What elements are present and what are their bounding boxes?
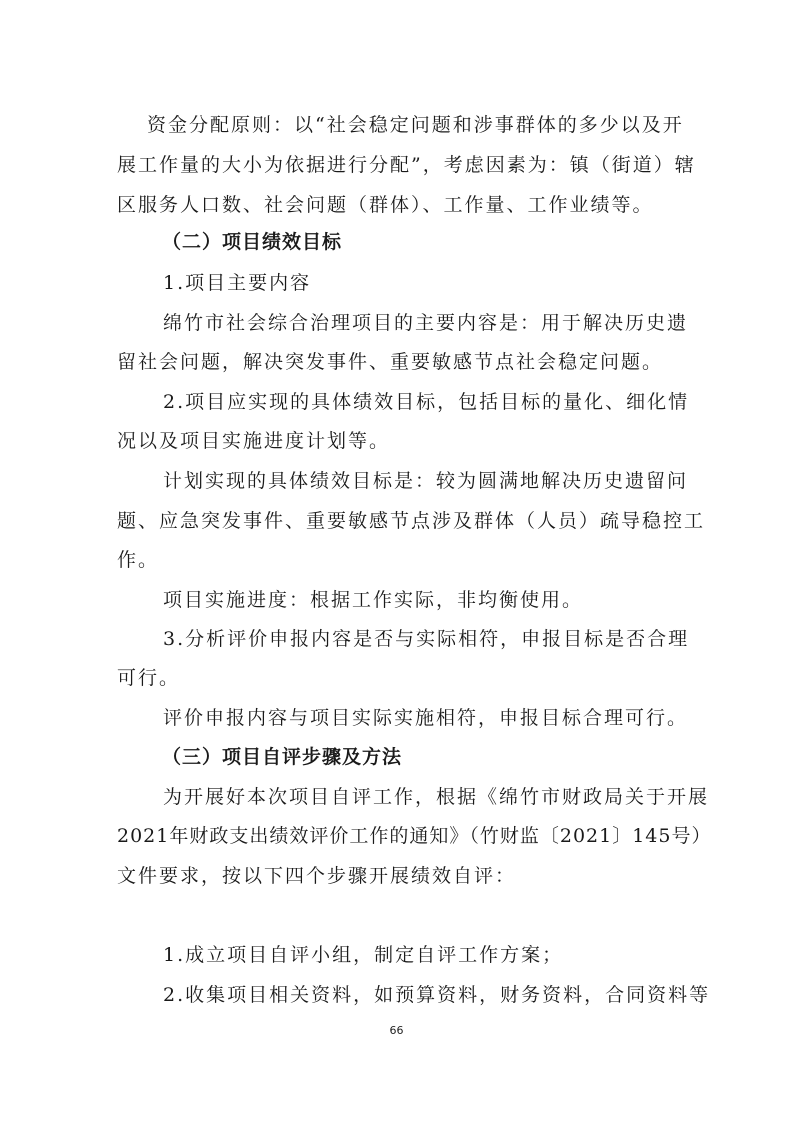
paragraph-line: 可行。 <box>117 667 181 689</box>
paragraph-line: 留社会问题，解决突发事件、重要敏感节点社会稳定问题。 <box>117 351 664 373</box>
paragraph-line: 展工作量的大小为依据进行分配”，考虑因素为：镇（街道）辖 <box>117 154 696 176</box>
paragraph-line: 为开展好本次项目自评工作，根据《绵竹市财政局关于开展 <box>163 786 710 808</box>
paragraph-line: 况以及项目实施进度计划等。 <box>117 430 391 452</box>
paragraph-line: 题、应急突发事件、重要敏感节点涉及群体（人员）疏导稳控工 <box>117 510 706 532</box>
list-item: 1.成立项目自评小组，制定自评工作方案； <box>163 944 564 966</box>
subheading: 1.项目主要内容 <box>163 272 312 294</box>
list-item: 2.收集项目相关资料，如预算资料，财务资料，合同资料等 <box>163 984 711 1006</box>
paragraph-line: 2021年财政支出绩效评价工作的通知》（竹财监〔2021〕145号） <box>117 825 712 847</box>
section-heading: （三）项目自评步骤及方法 <box>162 746 403 768</box>
paragraph-line: 评价申报内容与项目实际实施相符，申报目标合理可行。 <box>163 707 689 729</box>
page-number: 66 <box>389 1024 404 1037</box>
paragraph-line: 文件要求，按以下四个步骤开展绩效自评： <box>117 865 517 887</box>
paragraph-line: 区服务人口数、社会问题（群体）、工作量、工作业绩等。 <box>117 194 654 216</box>
paragraph-line: 计划实现的具体绩效目标是：较为圆满地解决历史遗留问 <box>163 470 689 492</box>
subheading: 3.分析评价申报内容是否与实际相符，申报目标是否合理 <box>163 628 690 650</box>
paragraph-line: 作。 <box>117 549 160 571</box>
paragraph-line: 项目实施进度：根据工作实际，非均衡使用。 <box>163 589 584 611</box>
paragraph-line: 资金分配原则：以“社会稳定问题和涉事群体的多少以及开 <box>147 114 684 136</box>
paragraph-line: 绵竹市社会综合治理项目的主要内容是：用于解决历史遗 <box>163 312 689 334</box>
subheading: 2.项目应实现的具体绩效目标，包括目标的量化、细化情 <box>163 391 690 413</box>
section-heading: （二）项目绩效目标 <box>162 231 343 253</box>
